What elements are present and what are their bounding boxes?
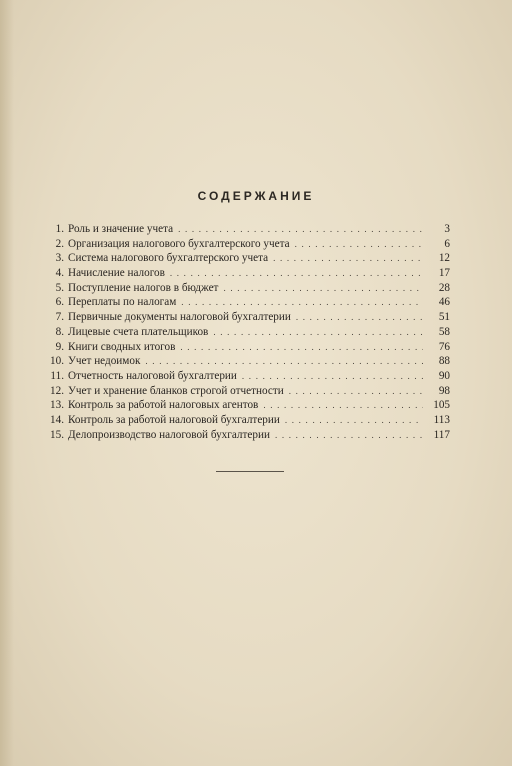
toc-leader-dots: [289, 384, 423, 399]
toc-leader-dots: [223, 281, 423, 296]
toc-leader-dots: [170, 266, 423, 281]
toc-entry-number: 12.: [50, 384, 64, 397]
table-of-contents: [42, 222, 450, 442]
toc-leader-dots: [242, 369, 423, 384]
toc-leader-dots: [145, 354, 423, 369]
closing-rule: [216, 471, 284, 472]
toc-entry-title: Начисление налогов: [68, 267, 165, 280]
toc-entry: [42, 398, 450, 413]
toc-entry-number: 2.: [55, 237, 64, 250]
toc-entry-page: 105: [433, 399, 450, 412]
toc-entry-page: 17: [438, 267, 450, 280]
toc-entry-number: 10.: [50, 355, 64, 368]
toc-leader-dots: [275, 428, 423, 443]
toc-entry-title: Поступление налогов в бюджет: [68, 281, 219, 294]
toc-leader-dots: [178, 222, 423, 237]
toc-entry-number: 6.: [55, 296, 64, 309]
toc-entry: [42, 222, 450, 237]
toc-entry-number: 7.: [55, 311, 64, 324]
toc-entry-title: Учет и хранение бланков строгой отчетности: [68, 384, 284, 397]
toc-entry-title: Первичные документы налоговой бухгалтерии: [68, 311, 291, 324]
toc-entry-number: 5.: [55, 281, 64, 294]
toc-leader-dots: [273, 251, 423, 266]
toc-leader-dots: [285, 413, 423, 428]
toc-entry-title: Организация налогового бухгалтерского учета: [68, 237, 290, 250]
toc-entry: [42, 384, 450, 399]
toc-entry-page: 117: [433, 428, 450, 441]
toc-entry-page: 51: [438, 311, 450, 324]
toc-entry-page: 6: [444, 237, 450, 250]
toc-entry: [42, 354, 450, 369]
toc-entry-number: 13.: [50, 399, 64, 412]
toc-entry-number: 1.: [55, 223, 64, 235]
toc-entry-number: 14.: [50, 413, 64, 426]
toc-entry-number: 9.: [55, 340, 64, 353]
toc-leader-dots: [181, 295, 423, 310]
toc-leader-dots: [180, 340, 423, 355]
toc-entry-title: Система налогового бухгалтерского учета: [68, 252, 269, 265]
toc-entry-title: Лицевые счета плательщиков: [68, 325, 209, 338]
toc-entry-page: 12: [438, 252, 450, 265]
toc-entry-title: Делопроизводство налоговой бухгалтерии: [68, 428, 270, 441]
toc-entry-page: 98: [438, 384, 450, 397]
toc-leader-dots: [295, 237, 423, 252]
toc-entry-page: 76: [438, 340, 450, 353]
toc-entry-page: 46: [438, 296, 450, 309]
toc-entry-page: 88: [438, 355, 450, 368]
toc-entry-number: 3.: [55, 252, 64, 265]
toc-entry: [42, 266, 450, 281]
toc-entry: [42, 340, 450, 355]
toc-leader-dots: [213, 325, 423, 340]
toc-entry-page: 58: [438, 325, 450, 338]
toc-entry-title: Книги сводных итогов: [68, 340, 176, 353]
toc-entry: [42, 428, 450, 443]
toc-entry: [42, 310, 450, 325]
toc-entry: [42, 237, 450, 252]
toc-entry: [42, 295, 450, 310]
toc-entry-page: 90: [438, 369, 450, 382]
toc-entry-number: 8.: [55, 325, 64, 338]
toc-entry-number: 15.: [50, 428, 64, 441]
toc-entry-title: Отчетность налоговой бухгалтерии: [68, 369, 237, 382]
toc-entry: [42, 325, 450, 340]
toc-entry-title: Контроль за работой налоговой бухгалтерии: [68, 413, 280, 426]
toc-entry: [42, 413, 450, 428]
toc-leader-dots: [263, 398, 423, 413]
toc-entry: [42, 281, 450, 296]
toc-entry: [42, 251, 450, 266]
page-title: СОДЕРЖАНИЕ: [197, 189, 315, 203]
toc-entry-page: 3: [444, 223, 450, 235]
toc-entry-title: Роль и значение учета: [68, 223, 174, 235]
toc-entry-number: 4.: [55, 267, 64, 280]
toc-leader-dots: [296, 310, 423, 325]
toc-entry-title: Учет недоимок: [68, 355, 141, 368]
toc-entry-page: 28: [438, 281, 450, 294]
toc-entry-title: Контроль за работой налоговых агентов: [68, 399, 259, 412]
toc-entry: [42, 369, 450, 384]
toc-entry-page: 113: [433, 413, 450, 426]
toc-entry-title: Переплаты по налогам: [68, 296, 177, 309]
toc-entry-number: 11.: [50, 369, 64, 382]
